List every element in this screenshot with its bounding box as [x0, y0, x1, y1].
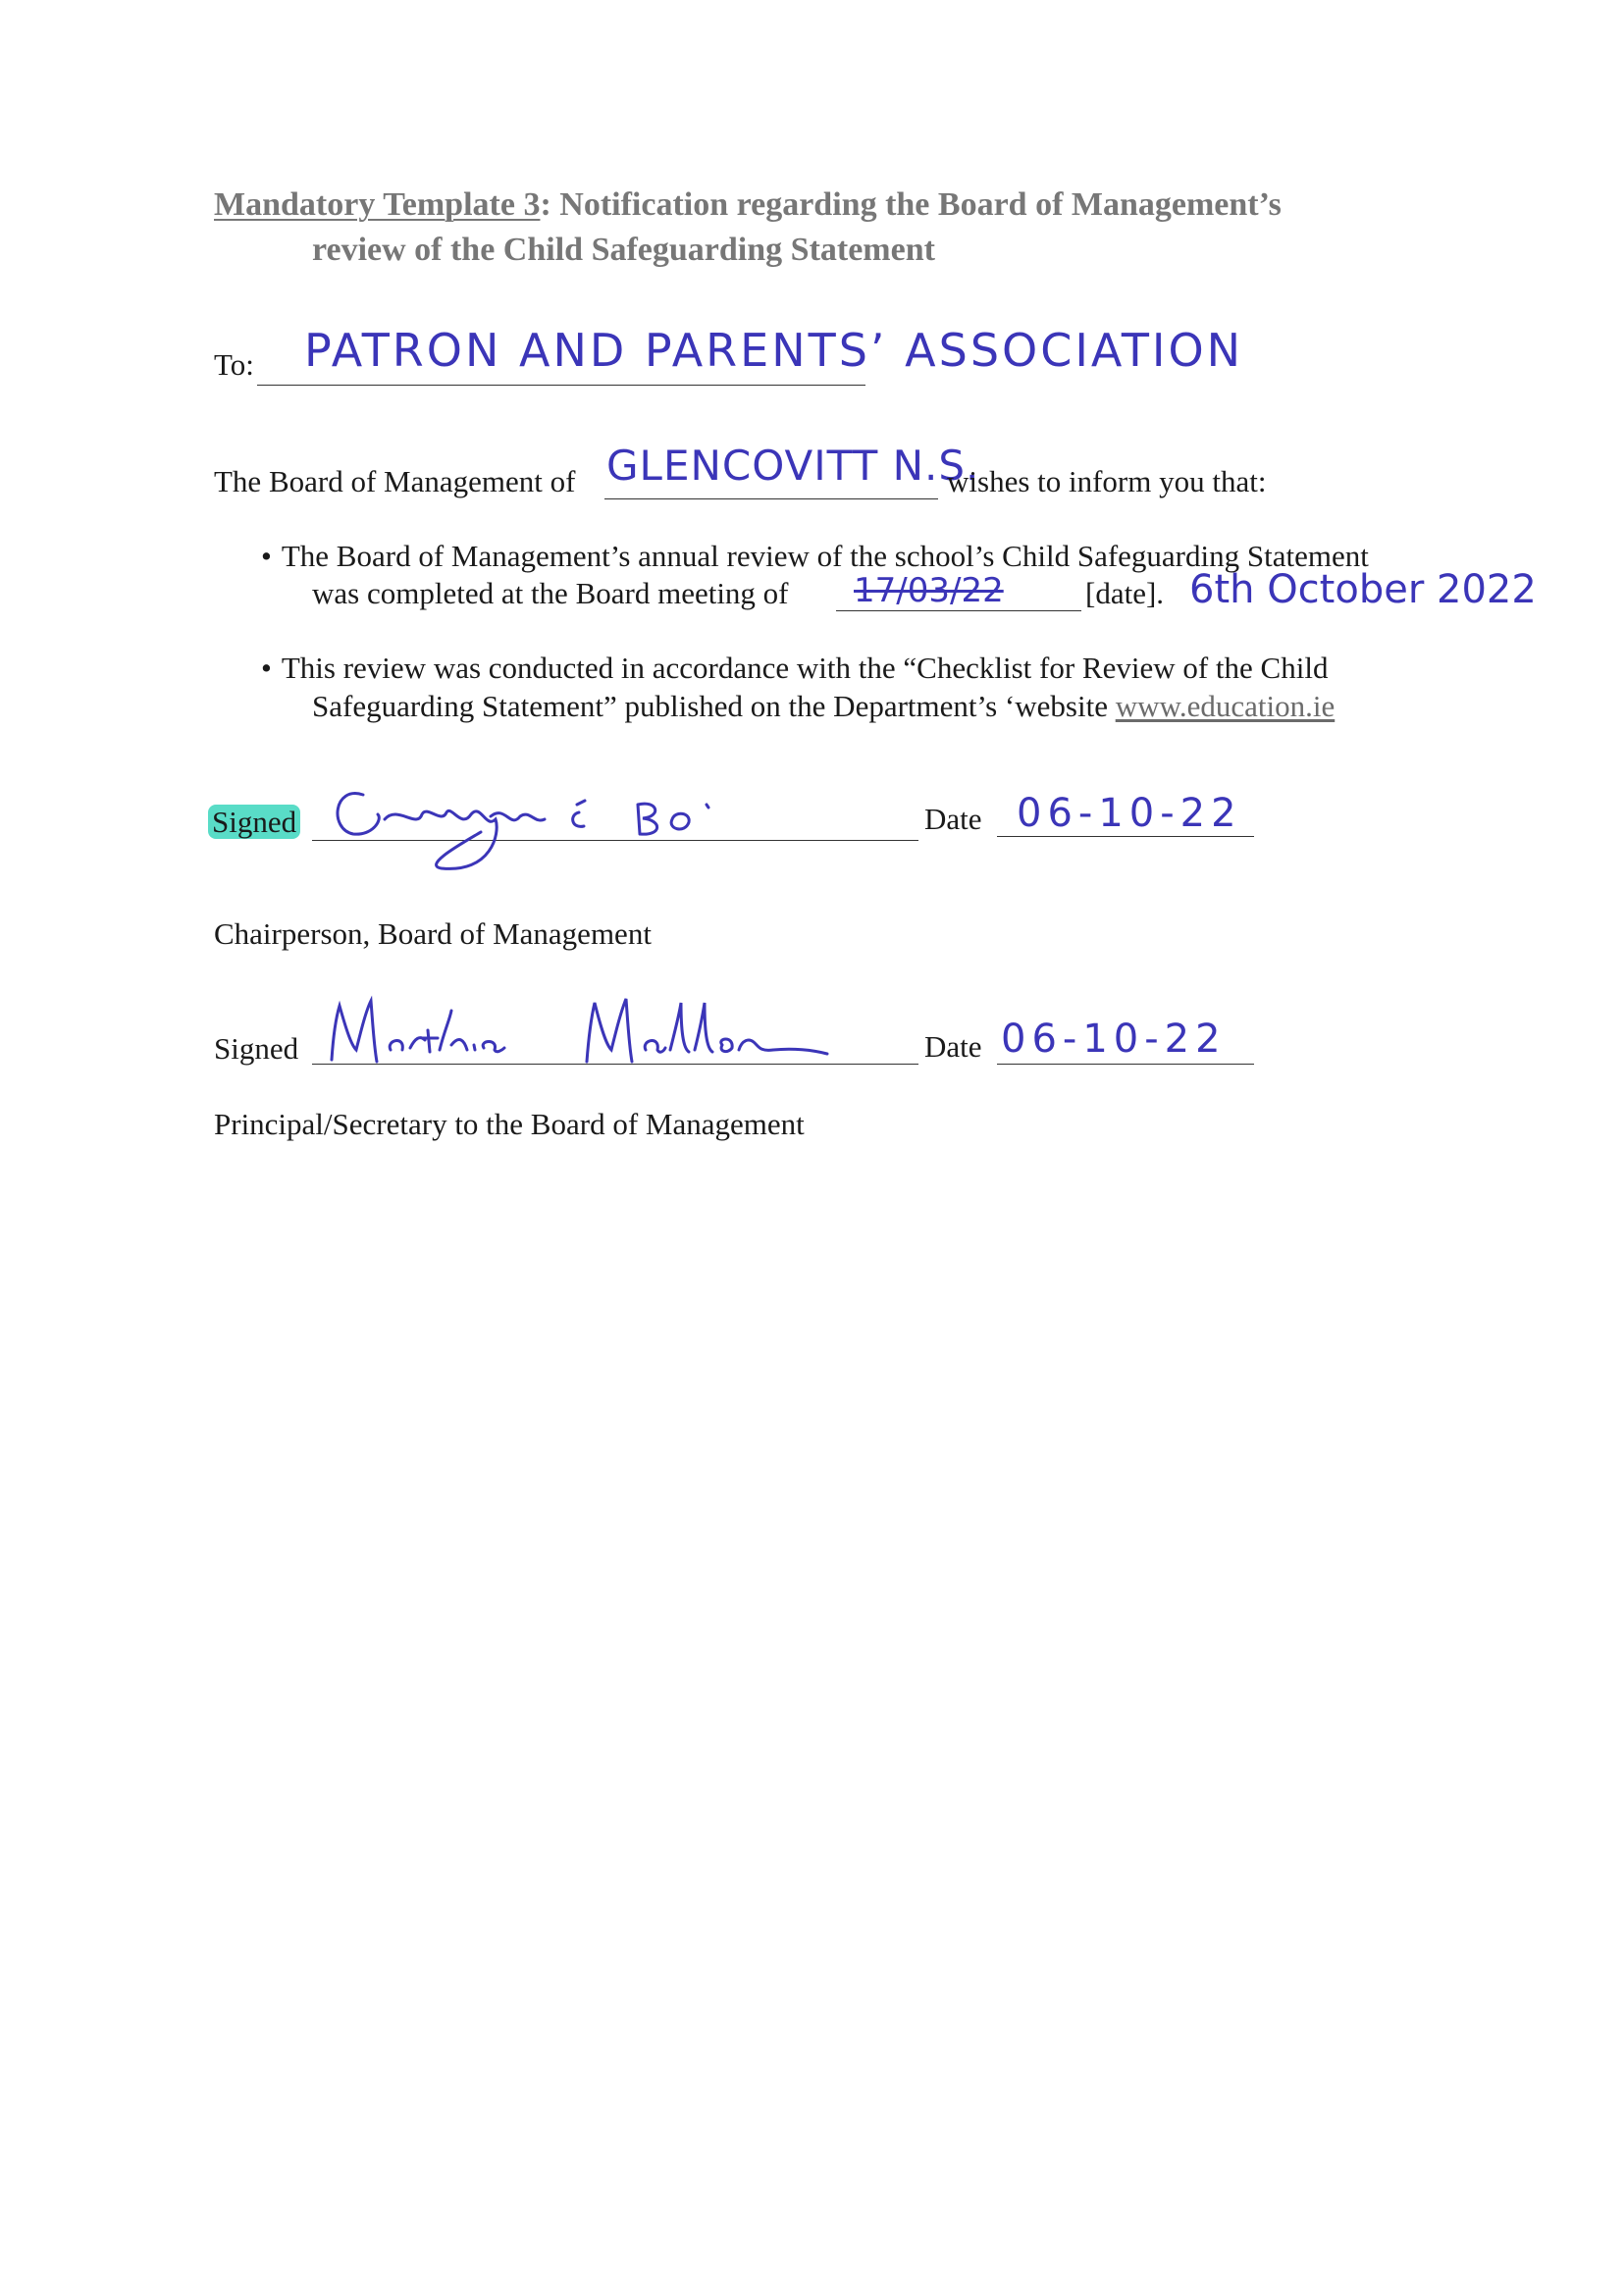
to-label: To: [214, 347, 254, 382]
board-prefix: The Board of Management of [214, 464, 576, 498]
document-title [214, 183, 1490, 273]
chairperson-signature [324, 775, 756, 883]
title-line1: Notification regarding the Board of Management’s [550, 186, 1282, 223]
meeting-date-underline [836, 610, 1081, 611]
date-1-underline [997, 836, 1254, 837]
bullet-2-line2-text: Safeguarding Statement” published on the Department’s ‘website [312, 689, 1116, 723]
bullet-1-line2: was completed at the Board meeting of [312, 576, 789, 610]
title-line2: review of the Child Safeguarding Statement [312, 232, 935, 268]
title-colon: : [540, 186, 551, 223]
date-2-underline [997, 1064, 1254, 1065]
bullet-2-line1 [261, 649, 1328, 688]
chairperson-date-handwritten: 06-10-22 [1017, 791, 1242, 836]
to-recipient-handwritten: PATRON AND PARENTS’ ASSOCIATION [304, 324, 1244, 377]
bullet-dot: • [261, 539, 272, 573]
school-underline [604, 498, 938, 499]
date-label-2: Date [924, 1029, 982, 1064]
handwritten-meeting-date: 6th October 2022 [1189, 567, 1537, 612]
board-suffix: wishes to inform you that: [947, 464, 1267, 498]
principal-date-handwritten: 06-10-22 [1001, 1017, 1227, 1062]
chairperson-role: Chairperson, Board of Management [214, 916, 652, 951]
signed-label-1 [208, 803, 300, 842]
to-underline [257, 385, 865, 386]
bullet-2-line2 [312, 687, 1335, 726]
crossed-out-date: 17/03/22 [854, 571, 1004, 610]
principal-signature [312, 991, 842, 1079]
highlighted-signed-label: Signed [208, 805, 300, 839]
principal-role: Principal/Secretary to the Board of Management [214, 1107, 805, 1141]
template-label: Mandatory Template 3 [214, 186, 541, 223]
bullet-1-text: The Board of Management’s annual review of the school’s Child Safeguarding Statement [281, 539, 1369, 573]
education-website-link[interactable]: www.education.ie [1115, 689, 1336, 723]
school-name-handwritten: GLENCOVITT N.S. [606, 442, 980, 490]
bullet-2-text: This review was conducted in accordance with the “Checklist for Review of the Child [281, 651, 1329, 685]
date-label-1: Date [924, 802, 982, 836]
signed-label-2: Signed [214, 1031, 299, 1066]
date-bracket-label: [date]. [1085, 576, 1165, 610]
bullet-dot: • [261, 651, 272, 685]
